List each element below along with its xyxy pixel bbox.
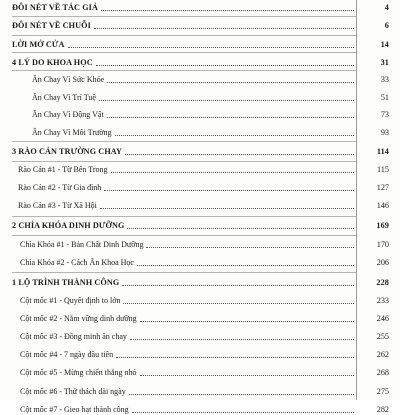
dot-leader (107, 81, 354, 83)
toc-subentry[interactable] (20, 405, 389, 415)
toc-entry-label: Rào Cản #3 - Từ Xã Hội (18, 201, 97, 210)
row-divider (12, 235, 356, 236)
row-divider (12, 52, 356, 53)
dot-leader (115, 134, 354, 136)
toc-page-number: 206 (376, 258, 389, 267)
row-divider (12, 272, 356, 273)
dot-leader (137, 264, 354, 266)
toc-page-number: 262 (376, 350, 389, 359)
toc-entry-label: LỜI MỞ CỬA (12, 40, 65, 49)
toc-page-number: 255 (376, 332, 389, 341)
toc-entry-label: Cột mốc #3 - Đồng minh ăn chay (20, 332, 127, 341)
toc-entry-label: Ăn Chay Vì Sức Khỏe (32, 75, 105, 84)
dot-leader (100, 207, 354, 209)
row-divider (12, 16, 356, 17)
toc-entry-label: Cột mốc #5 - Mừng chiến thắng nhỏ (20, 368, 137, 377)
toc-entry-label: Cột mốc #1 - Quyết định to lớn (20, 296, 121, 305)
toc-page-number: 233 (376, 296, 389, 305)
dot-leader (101, 9, 354, 11)
toc-page-number: 33 (380, 75, 389, 84)
toc-page-number: 51 (380, 93, 389, 102)
toc-entry-label: Cột mốc #6 - Thử thách dài ngày (20, 387, 126, 396)
dot-leader (140, 374, 354, 376)
toc-entry-label: 2 CHÌA KHÓA DINH DƯỠNG (12, 221, 125, 230)
page-margin-rule (356, 0, 357, 400)
toc-page-number: 170 (376, 240, 389, 249)
toc-page-number: 4 (384, 3, 389, 12)
dot-leader (132, 411, 354, 413)
toc-page-number: 73 (380, 110, 389, 119)
toc-page-number: 127 (376, 183, 389, 192)
dot-leader (127, 227, 354, 229)
row-divider (12, 216, 356, 217)
toc-page-number: 93 (380, 128, 389, 137)
dot-leader (99, 99, 354, 101)
toc-subentry[interactable] (20, 387, 389, 397)
toc-subentry[interactable] (20, 240, 389, 250)
toc-page-number: 275 (376, 387, 389, 396)
toc-entry-label: Chìa Khóa #2 - Cách Ăn Khoa Học (20, 258, 134, 267)
toc-entry-label: Cột mốc #4 - 7 ngày đầu tiên (20, 350, 114, 359)
toc-subentry[interactable] (32, 75, 389, 85)
toc-page-number: 114 (376, 147, 389, 156)
toc-subentry[interactable] (20, 332, 389, 342)
toc-entry-label: Rào Cản #1 - Từ Bên Trong (18, 165, 108, 174)
toc-page-number: 31 (380, 58, 389, 67)
toc-page-number: 146 (376, 201, 389, 210)
toc-entry-label: ĐÔI NÉT VỀ CHUỖI (12, 21, 91, 30)
dot-leader (146, 246, 354, 248)
toc-entry-label: ĐÔI NÉT VỀ TÁC GIẢ (12, 3, 98, 12)
toc-section-entry[interactable] (12, 58, 389, 68)
toc-subentry[interactable] (20, 296, 389, 306)
dot-leader (116, 356, 354, 358)
toc-page-number: 14 (380, 40, 389, 49)
toc-entry-label: Ăn Chay Vì Môi Trường (32, 128, 112, 137)
toc-subentry[interactable] (32, 128, 389, 138)
toc-entry-label: 4 LÝ DO KHOA HỌC (12, 58, 93, 67)
toc-page-number: 268 (376, 368, 389, 377)
toc-entry-label: 1 LỘ TRÌNH THÀNH CÔNG (12, 278, 120, 287)
toc-entry-label: Ăn Chay Vì Trí Tuệ (32, 93, 96, 102)
toc-section-entry[interactable] (12, 221, 389, 231)
dot-leader (96, 64, 354, 66)
dot-leader (125, 153, 354, 155)
toc-section-entry[interactable] (12, 3, 389, 13)
toc-entry-label: Cột mốc #2 - Nắm vững dinh dưỡng (20, 314, 137, 323)
toc-page-number: 115 (377, 165, 389, 174)
dot-leader (111, 171, 354, 173)
dot-leader (129, 393, 354, 395)
toc-subentry[interactable] (20, 350, 389, 360)
dot-leader (123, 302, 354, 304)
toc-section-entry[interactable] (12, 40, 389, 50)
toc-entry-label: Ăn Chay Vì Động Vật (32, 110, 104, 119)
toc-section-entry[interactable] (12, 147, 389, 157)
toc-entry-label: Rào Cản #2 - Từ Gia đình (18, 183, 102, 192)
row-divider (12, 70, 356, 71)
toc-section-entry[interactable] (12, 21, 389, 31)
dot-leader (107, 116, 354, 118)
toc-section-entry[interactable] (12, 278, 389, 288)
toc-page-number: 246 (376, 314, 389, 323)
toc-subentry[interactable] (20, 314, 389, 324)
dot-leader (68, 46, 354, 48)
toc-subentry[interactable] (20, 258, 389, 268)
toc-subentry[interactable] (32, 93, 389, 103)
toc-page-number: 228 (376, 278, 389, 287)
toc-subentry[interactable] (18, 165, 389, 175)
row-divider (12, 35, 356, 36)
toc-page-number: 282 (376, 405, 389, 414)
dot-leader (130, 338, 354, 340)
toc-page-number: 6 (384, 21, 389, 30)
dot-leader (140, 320, 354, 322)
dot-leader (94, 27, 354, 29)
row-divider (12, 141, 356, 142)
toc-subentry[interactable] (18, 201, 389, 211)
dot-leader (104, 189, 354, 191)
toc-subentry[interactable] (18, 183, 389, 193)
toc-subentry[interactable] (20, 368, 389, 378)
toc-entry-label: Chìa Khóa #1 - Bản Chất Dinh Dưỡng (20, 240, 144, 249)
toc-entry-label: Cột mốc #7 - Gieo hạt thành công (20, 405, 129, 414)
toc-subentry[interactable] (32, 110, 389, 120)
dot-leader (122, 284, 354, 286)
row-divider (12, 161, 356, 162)
toc-page-number: 169 (376, 221, 389, 230)
toc-entry-label: 3 RÀO CẢN TRƯỜNG CHAY (12, 147, 123, 156)
